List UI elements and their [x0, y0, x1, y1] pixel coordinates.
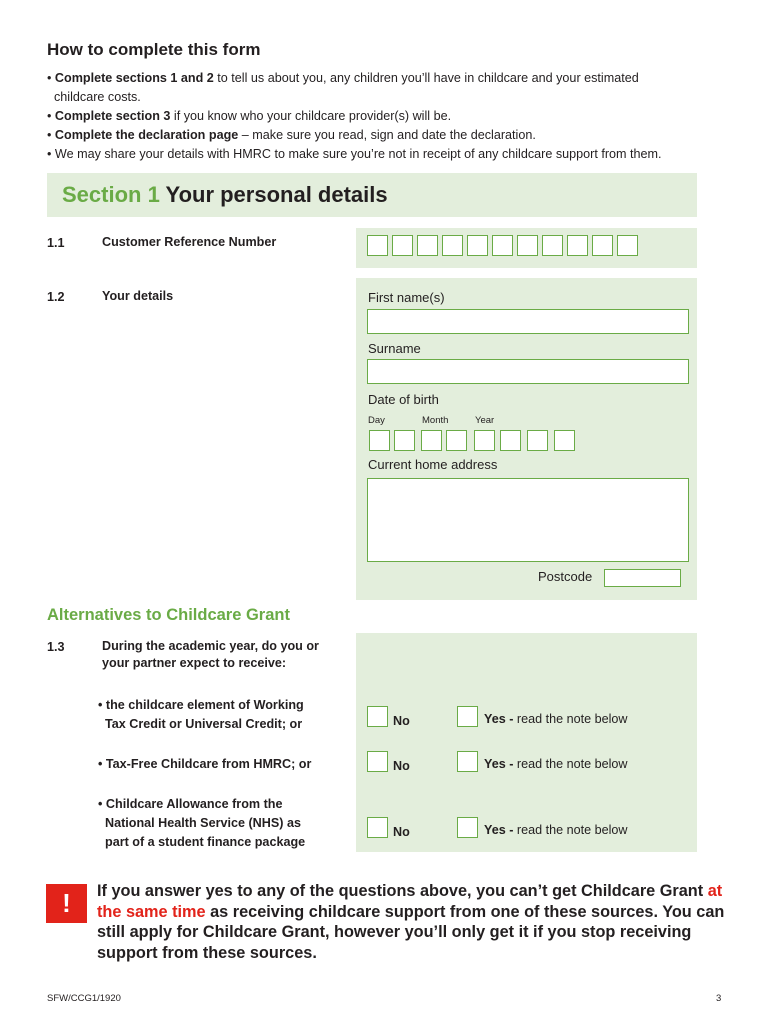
option-working-tax-credit: • the childcare element of Working Tax Credit or Universal Credit; or — [98, 698, 304, 731]
first-name-label: First name(s) — [368, 290, 445, 305]
option-3-no-checkbox[interactable] — [367, 817, 388, 838]
dob-digit-box[interactable] — [394, 430, 415, 451]
option-1-yes-label: Yes - read the note below — [484, 712, 628, 726]
crn-digit-box[interactable] — [442, 235, 463, 256]
crn-digit-box[interactable] — [567, 235, 588, 256]
date-of-birth-label: Date of birth — [368, 392, 439, 407]
first-name-field[interactable] — [367, 309, 689, 334]
your-details-label: Your details — [102, 289, 174, 303]
option-3-yes-checkbox[interactable] — [457, 817, 478, 838]
dob-month-label: Month — [422, 415, 449, 426]
customer-reference-label: Customer Reference Number — [102, 235, 277, 249]
option-2-yes-label: Yes - read the note below — [484, 757, 628, 771]
dob-year-label: Year — [475, 415, 495, 426]
option-2-yes-checkbox[interactable] — [457, 751, 478, 772]
surname-label: Surname — [368, 341, 421, 356]
postcode-label: Postcode — [538, 569, 593, 584]
crn-digit-box[interactable] — [517, 235, 538, 256]
instruction-bullet-3: • Complete the declaration page – make sure you read, sign and date the declaration. — [47, 128, 536, 142]
crn-digit-box[interactable] — [592, 235, 613, 256]
section-heading: Section 1 Your personal details — [62, 182, 388, 207]
crn-digit-box[interactable] — [367, 235, 388, 256]
warning-message: If you answer yes to any of the questions above, you can’t get Childcare Grant at the same time as receiving childcare support from one of these sources. You can still apply for Childcare Grant, however you’ll only get it if you stop receiving support from these sources. — [97, 882, 725, 962]
dob-digit-box[interactable] — [527, 430, 548, 451]
option-1-no-label: No — [393, 714, 410, 728]
dob-digit-box[interactable] — [421, 430, 442, 451]
instruction-bullet-1-cont: childcare costs. — [54, 90, 141, 104]
crn-digit-box[interactable] — [617, 235, 638, 256]
address-label: Current home address — [368, 457, 498, 472]
option-3-no-label: No — [393, 825, 410, 839]
alternatives-title: Alternatives to Childcare Grant — [47, 606, 290, 624]
alternatives-panel — [356, 633, 697, 852]
instruction-bullet-1: • Complete sections 1 and 2 to tell us about you, any children you’ll have in childcare and your estimated — [47, 71, 639, 85]
instruction-bullet-4: • We may share your details with HMRC to make sure you’re not in receipt of any childcare support from them. — [47, 147, 662, 161]
dob-digit-box[interactable] — [500, 430, 521, 451]
page-number: 3 — [716, 993, 722, 1004]
alternatives-question: During the academic year, do you or your partner expect to receive: — [102, 639, 319, 670]
address-field[interactable] — [367, 478, 689, 562]
option-3-yes-label: Yes - read the note below — [484, 823, 628, 837]
crn-digit-box[interactable] — [417, 235, 438, 256]
dob-digit-box[interactable] — [446, 430, 467, 451]
option-1-yes-checkbox[interactable] — [457, 706, 478, 727]
question-number-1-3: 1.3 — [47, 640, 65, 654]
option-2-no-checkbox[interactable] — [367, 751, 388, 772]
option-tax-free-childcare: • Tax-Free Childcare from HMRC; or — [98, 757, 312, 771]
warning-icon: ! — [46, 884, 87, 923]
question-number-1-2: 1.2 — [47, 290, 65, 304]
question-number-1-1: 1.1 — [47, 236, 65, 250]
crn-digit-box[interactable] — [467, 235, 488, 256]
crn-digit-box[interactable] — [492, 235, 513, 256]
form-code: SFW/CCG1/1920 — [47, 993, 121, 1004]
option-2-no-label: No — [393, 759, 410, 773]
crn-digit-box[interactable] — [542, 235, 563, 256]
crn-digit-box[interactable] — [392, 235, 413, 256]
instruction-bullet-2: • Complete section 3 if you know who your childcare provider(s) will be. — [47, 109, 452, 123]
option-1-no-checkbox[interactable] — [367, 706, 388, 727]
dob-digit-box[interactable] — [369, 430, 390, 451]
dob-digit-box[interactable] — [554, 430, 575, 451]
instructions-title: How to complete this form — [47, 40, 261, 59]
section-1-banner — [47, 173, 697, 217]
postcode-field[interactable] — [604, 569, 681, 587]
dob-day-label: Day — [368, 415, 385, 426]
option-nhs-childcare-allowance: • Childcare Allowance from the National Health Service (NHS) as part of a student finance package — [98, 797, 306, 849]
surname-field[interactable] — [367, 359, 689, 384]
dob-digit-box[interactable] — [474, 430, 495, 451]
